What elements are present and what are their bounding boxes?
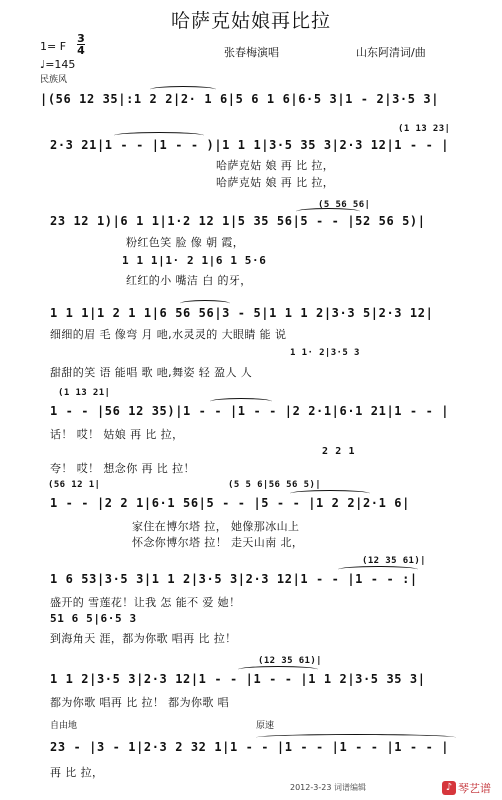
lyric-line-3: 粉红色笑 脸 像 朝 霞， — [126, 236, 245, 249]
tempo-marking: ♩=145 — [40, 58, 76, 71]
upper-line-7: (1 13 21| — [58, 388, 111, 398]
upper-line-12: (12 35 61)| — [258, 656, 323, 666]
footer-date-note: 2012-3-23 词谱编辑 — [290, 783, 366, 792]
lyric-line-2a: 哈萨克姑 娘 再 比 拉， — [216, 159, 335, 172]
lyric-line-4: 红红的小 嘴洁 白 的牙， — [126, 274, 252, 287]
alt-notation-line-11: 51 6 5|6·5 3 — [50, 612, 137, 625]
lyric-line-6: 甜甜的笑 语 能唱 歌 吔,舞姿 轻 盈人 人 — [50, 366, 253, 379]
lyricist-composer-credit: 山东阿清词/曲 — [356, 46, 426, 59]
notation-line-7: 1 - - |56 12 35)|1 - - |1 - - |2 2·1|6·1 21|1 - - | — [50, 404, 450, 418]
key-signature: 1= F — [40, 40, 67, 53]
upper-line-3: (5 56 56| — [318, 200, 371, 210]
lyric-line-11: 到海角天 涯，都为你歌 唱再 比 拉！ — [50, 632, 237, 645]
singer-credit: 张春梅演唱 — [224, 46, 279, 59]
lyric-line-9b: 怀念你博尔塔 拉！ 走天山南 北， — [132, 536, 304, 549]
notation-line-12: 1 1 2|3·5 3|2·3 12|1 - - |1 - - |1 1 2|3·5 35 3| — [50, 672, 426, 686]
alt-notation-line-8: 2 2 1 — [322, 446, 356, 457]
lyric-line-12: 都为你歌 唱再 比 拉！ 都为你歌 唱 — [50, 696, 230, 709]
upper-line-6: 1 1· 2|3·5 3 — [290, 348, 360, 358]
upper-line-9a: (56 12 1| — [48, 480, 101, 490]
notation-line-13: 23 - |3 - 1|2·3 2 32 1|1 - - |1 - - |1 - - |1 - - | — [50, 740, 450, 754]
upper-line-2: (1 13 23| — [398, 124, 451, 134]
notation-line-3: 23 12 1)|6 1 1|1·2 12 1|5 35 56|5 - - |52 56 5)| — [50, 214, 426, 228]
notation-line-9: 1 - - |2 2 1|6·1 56|5 - - |5 - - |1 2 2|2·1 6| — [50, 496, 410, 510]
original-tempo-marking: 原速 — [256, 721, 275, 731]
lyric-line-9a: 家住在博尔塔 拉， 她像那冰山上 — [132, 520, 300, 533]
free-tempo-marking: 自由地 — [50, 721, 78, 731]
lyric-line-7: 话！ 哎！ 姑娘 再 比 拉， — [50, 428, 184, 441]
notation-line-2: 2·3 21|1 - - |1 - - )|1 1 1|3·5 35 3|2·3 12|1 - - | — [50, 138, 450, 152]
notation-line-5: 1 1 1|1 2 1 1|6 56 56|3 - 5|1 1 1 2|3·3 5|2·3 12| — [50, 306, 434, 320]
time-signature-top: 3 — [77, 32, 85, 45]
logo-text: 琴艺谱 — [458, 782, 491, 795]
style-marking: 民族风 — [40, 75, 68, 85]
lyric-line-13: 再 比 拉， — [50, 766, 104, 779]
time-signature — [77, 34, 85, 55]
upper-line-9b: (5 5 6|56 56 5)| — [228, 480, 322, 490]
piano-logo-icon: ♪ — [442, 781, 456, 795]
alt-notation-line-4: 1 1 1|1· 2 1|6 1 5·6 — [122, 254, 267, 267]
time-signature-bottom: 4 — [77, 44, 85, 57]
lyric-line-10: 盛开的 雪莲花！让我 怎 能不 爱 她！ — [50, 596, 241, 609]
upper-line-10: (12 35 61)| — [362, 556, 427, 566]
lyric-line-5: 细细的眉 毛 像弯 月 吔,水灵灵的 大眼睛 能 说 — [50, 328, 287, 341]
lyric-line-8: 夸！ 哎！ 想念你 再 比 拉！ — [50, 462, 195, 475]
notation-line-10: 1 6 53|3·5 3|1 1 2|3·5 3|2·3 12|1 - - |1 - - :| — [50, 572, 418, 586]
site-logo — [442, 780, 496, 796]
song-title: 哈萨克姑娘再比拉 — [170, 10, 331, 32]
notation-line-1: |(56 12 35|:1 2 2|2· 1 6|5 6 1 6|6·5 3|1 - 2|3·5 3| — [40, 92, 440, 106]
lyric-line-2b: 哈萨克姑 娘 再 比 拉， — [216, 176, 335, 189]
